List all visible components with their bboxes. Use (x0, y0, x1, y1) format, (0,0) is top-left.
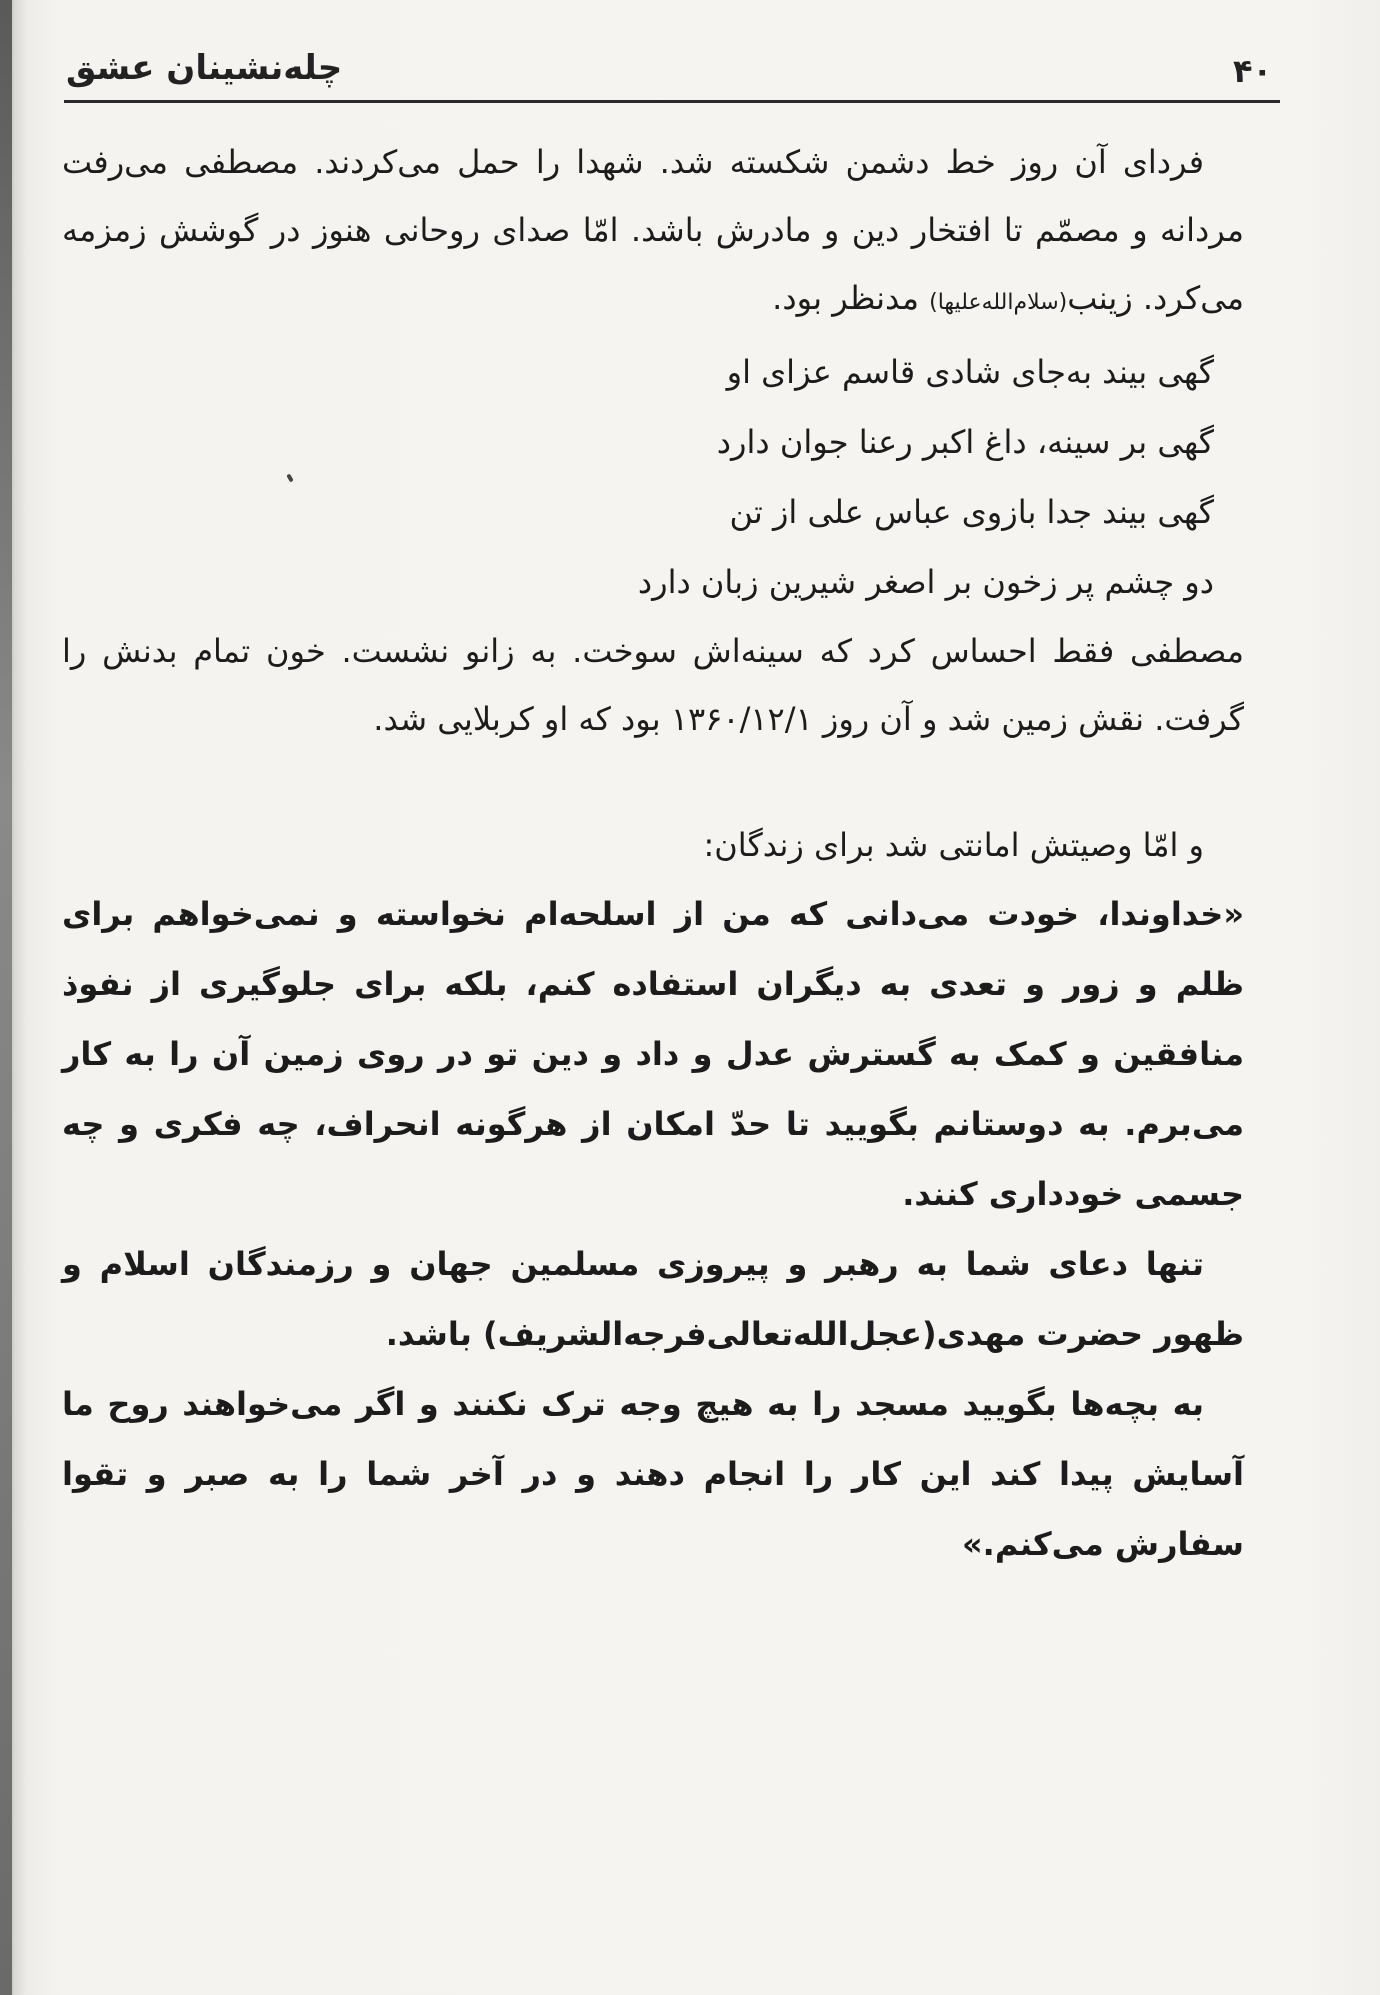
paragraph-battle (62, 128, 1244, 337)
section-spacer (62, 753, 1244, 811)
will-paragraph: «خداوندا، خودت می‌دانی که من از اسلحه‌ام نخواسته و نمی‌خواهم برای ظلم و زور و تعدی به دیگران استفاده کنم، بلکه برای جلوگیری از نفوذ منافقین و کمک به گسترش عدل و داد و دین تو در روی زمین آن را به کار می‌برم. به دوستانم بگویید تا حدّ امکان از هرگونه انحراف، چه فکری و چه جسمی خودداری کنند. (62, 895, 1244, 1213)
paragraph-will-intro: و امّا وصیتش امانتی شد برای زندگان: (703, 826, 1204, 864)
page-body (62, 128, 1244, 1579)
honorific: (سلام‌الله‌علیها) (929, 290, 1068, 315)
book-spine-shadow (0, 0, 12, 1995)
running-title: چله‌نشینان عشق (66, 48, 343, 88)
header-rule (64, 100, 1280, 103)
page-number: ۴۰ (1232, 52, 1272, 90)
poem-line: گهی بیند به‌جای شادی قاسم عزای او (726, 353, 1214, 391)
will-paragraph: به بچه‌ها بگویید مسجد را به هیچ وجه ترک نکنند و اگر می‌خواهند روح ما آسایش پیدا کند این کار را انجام دهند و در آخر شما را به صبر و تقوا سفارش می‌کنم.» (62, 1385, 1244, 1563)
paragraph-battle-text: فردای آن روز خط دشمن شکسته شد. شهدا را حمل می‌کردند. مصطفی می‌رفت مردانه و مصمّم تا افتخار دین و مادرش باشد. امّا صدای روحانی هنوز در گوشش زمزمه می‌کرد. زینب (62, 143, 1244, 317)
poem-line: گهی بیند جدا بازوی عباس علی از تن (729, 493, 1214, 531)
paragraph-martyrdom: مصطفی فقط احساس کرد که سینه‌اش سوخت. به زانو نشست. خون تمام بدنش را گرفت. نقش زمین شد و آن روز ۱۳۶۰/۱۲/۱ بود که او کربلایی شد. (62, 632, 1244, 738)
poem-line: دو چشم پر زخون بر اصغر شیرین زبان دارد (637, 563, 1214, 601)
will-paragraph: تنها دعای شما به رهبر و پیروزی مسلمین جهان و رزمندگان اسلام و ظهور حضرت مهدی(عجل‌الله‌تعالی‌فرجه‌الشریف) باشد. (62, 1245, 1244, 1353)
poem (62, 337, 1244, 617)
paragraph-battle-end: مدنظر بود. (772, 279, 930, 317)
page-header (60, 38, 1280, 100)
poem-line: گهی بر سینه، داغ اکبر رعنا جوان دارد (716, 423, 1214, 461)
